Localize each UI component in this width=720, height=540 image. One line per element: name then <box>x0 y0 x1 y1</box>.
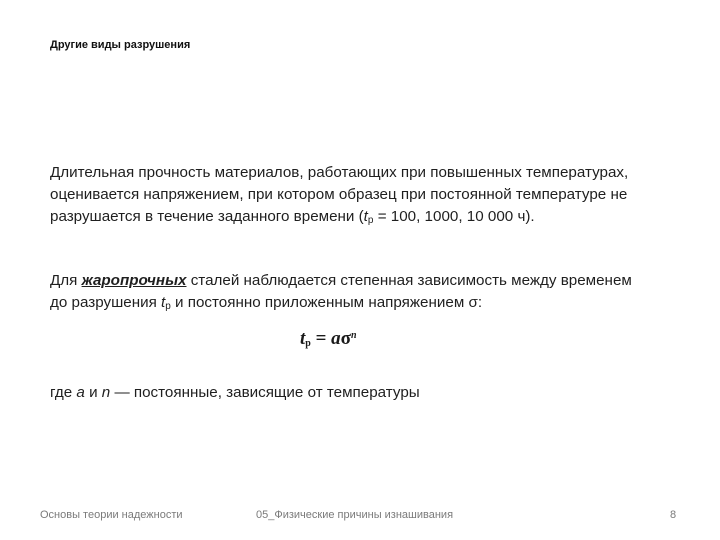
paragraph-heat-resistant <box>50 270 650 318</box>
p1-sub: р <box>367 215 374 226</box>
p3-and: и <box>84 384 102 401</box>
formula-lhs-sub: р <box>305 338 311 349</box>
p2-mid: сталей наблюдается степенная зависимость между временем до разрушения <box>50 272 632 311</box>
p3-n: n <box>101 384 111 401</box>
formula-exp: n <box>351 330 357 341</box>
footer-lecture-name: 05_Физические причины изнашивания <box>256 509 454 521</box>
slide-title: Другие виды разрушения <box>50 39 191 51</box>
formula <box>300 328 357 350</box>
footer-page-number: 8 <box>670 509 677 521</box>
p2-var-t: t <box>161 294 166 311</box>
p2-pre: Для <box>50 272 82 289</box>
p2-end: и постоянно приложенным напряжением σ: <box>170 294 483 311</box>
paragraph-long-term-strength <box>50 162 650 232</box>
p3-a: a <box>76 384 85 401</box>
p1-rest: = 100, 1000, 10 000 ч). <box>373 208 535 225</box>
p2-sub: р <box>165 301 171 312</box>
formula-eq: = <box>310 328 332 349</box>
formula-lhs: t <box>300 328 306 349</box>
p1-text: Длительная прочность материалов, работающих при повышенных температурах, оценивается напряжением, при котором образец при постоянной температуре не разрушается в течение заданного времени ( <box>50 164 629 225</box>
footer-course-name: Основы теории надежности <box>40 509 183 521</box>
p2-emphasis: жаропрочных <box>81 272 187 289</box>
p3-pre: где <box>50 384 77 401</box>
formula-a: a <box>331 328 341 349</box>
p3-rest: — постоянные, зависящие от температуры <box>110 384 420 401</box>
paragraph-constants <box>50 382 650 404</box>
p1-var-t: t <box>363 208 368 225</box>
formula-sigma: σ <box>340 328 352 349</box>
